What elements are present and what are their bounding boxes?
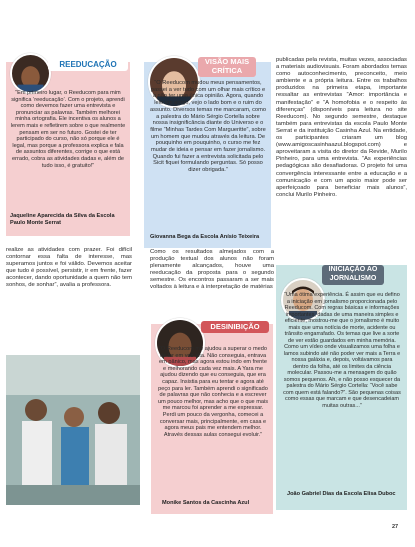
quote-text-joao: “Uma ótima experiência. É assim que eu defino a iniciação em jornalismo proporcionada pelo Reeducom. Com regras básicas e informações importantes, dadas de uma maneira simples e eficiente, mostrou-me que o jornalismo é muito mais que uma notícia de morte, acidente ou trânsito engarrafado. Os temas que live a sorte de ver estão guardados em minha memória. Como um vídeo onde visualizamos uma folha e lamos subindo até não poder ver mais a Terra e nossa galáxia e, depois, voltávamos para dentro da folha, até os limites da ciência molecular. Passou-me a mensagem do quão somos pequenos. Ah, e não posso esquecer da palestra do Mário Sérgio Cortella: “Você sabe com quem está falando?”. São pequenas coisas como essas que marcam e que desencadeiam muitas outras...” — [283, 292, 401, 409]
signature-joao: João Gabriel Dias da Escola Elisa Duboc — [287, 491, 396, 497]
heading-visao-mais-critica — [198, 57, 256, 77]
students-photo — [6, 355, 140, 505]
quote-text-monike: “O Reeducom me ajudou a superar o medo de ler em voz alta. Não conseguia, entrava em pânico, mas agora estou indo em frente e melhorando cada vez mais. A Yara me ajudou dizendo que eu conseguia, que era capaz. Insistia para eu tentar e agora até peço para ler. Também aprendi o significado de palavras que não conhecia e a escrever um pouco melhor, mas acho que o que mais me marcou foi aprender a me expressar. Perdi um pouco da vergonha, comecei a conversar mais, principalmente, em casa e agora meus pais me entendem melhor. Através dessas aulas consegui evoluir.” — [157, 346, 269, 438]
heading-iniciacao-jornalismo — [322, 265, 384, 285]
signature-giovanna: Giovanna Bega da Escola Anísio Teixeira — [150, 234, 260, 240]
heading-visao-line2: CRÍTICA — [211, 66, 243, 75]
column3-body-text: publicadas pela revista, muitas vezes, associadas a materiais audiovisuais. Foram abordados temas como autoconhecimento, preconceito, meio ambiente e a própria leitura. Entre os trabalhos produzidos na primeira etapa, importante ressaltar as entrevistas “Amor: importância e manifestação” e “A homofobia e o respeito às diferenças” (disponíveis para leitura no site Reeducom). No segundo semestre, destaque também para entrevistas da escola Paulo Monte Serrat e da instituição Casinha Azul. Na entidade, os participantes criaram um blog (www.amigoscasinhaazul.blogspot.com) e aproveitaram a visita do diretor da Revide, Murilo Pinheiro, para uma entrevista. “As experiências pedagógicas são desafiadoras. O projeto foi uma convergência interessante entre a educação e a comunicação e com um apoio maior pode ser aperfeiçoado para beneficiar mais alunos”, conclui Murilo Pinheiro. — [276, 57, 407, 198]
quote-text-jaqueline: “Em primeiro lugar, o Reeducom para mim significa ‘reeducação’. Com o projeto, aprendi como devemos fazer uma entrevista e pronunciar as palavras. Também melhorei minha ortografia. Ele incentiva os alunos a lerem mais e refletirem sobre o que realmente pensam em ser no futuro. Gostei de ter participado do curso, não só porque ele é legal, mas porque a professora explica e fala de assuntos diferentes, corrige o que está errado, cobra as atividades dadas e, além de tudo isso, é gratuito!” — [10, 90, 126, 169]
column2-body-text: Como os resultados almejados com a produção textual dos alunos não foram plenamente alcançados, houve uma reeducação da proposta para o segundo semestre. Os encontros passaram a ser mais voltados à leitura e à interpretação de matérias — [150, 249, 274, 291]
avatar-jaqueline — [10, 53, 51, 94]
heading-visao-line1: VISÃO MAIS — [204, 57, 250, 66]
page-number: 27 — [392, 524, 399, 530]
heading-iniciacao-line2: JORNALISMO — [329, 275, 377, 282]
signature-jaqueline: Jaqueline Aparecida da Silva da Escola Paulo Monte Serrat — [10, 213, 115, 226]
column1-body-text: realize as atividades com prazer. Foi difícil contornar essa falta de interesse, mas superamos juntos e foi válido. Devemos aceitar que tudo é possível, persistir, ir em frente, fazer acontecer, dando oportunidade a quem não tem sonhos, de sonhar”, avalia a professora. — [6, 247, 132, 289]
quote-text-giovanna: “O Reeducom mudou meus pensamentos, passei a ver tudo com um olhar mais crítico e a não ter uma única opinião. Agora, quando leio um artigo, vejo o lado bom e o ruim do assunto. Diversos temas me marcaram, como a palestra do Mário Sérgio Cortella sobre nossa insignificância diante do Universo e o filme “Minhas Tardes Com Margueritte”, sobre um homem que mudou através da leitura. De pouquinho em pouquinho, o curso me fez mudar de ideia e pensar em fazer jornalismo. Quando fui fazer a entrevista solicitada pelo Sicit fiquei formulando perguntas. Só posso dizer obrigada.” — [150, 80, 266, 174]
heading-reeducacao: REEDUCAÇÃO — [48, 58, 128, 71]
signature-monike: Monike Santos da Cascinha Azul — [162, 500, 250, 506]
heading-iniciacao-line1: INICIAÇÃO AO — [328, 266, 378, 273]
heading-desinibicao: DESINIBIÇÃO — [201, 321, 269, 333]
